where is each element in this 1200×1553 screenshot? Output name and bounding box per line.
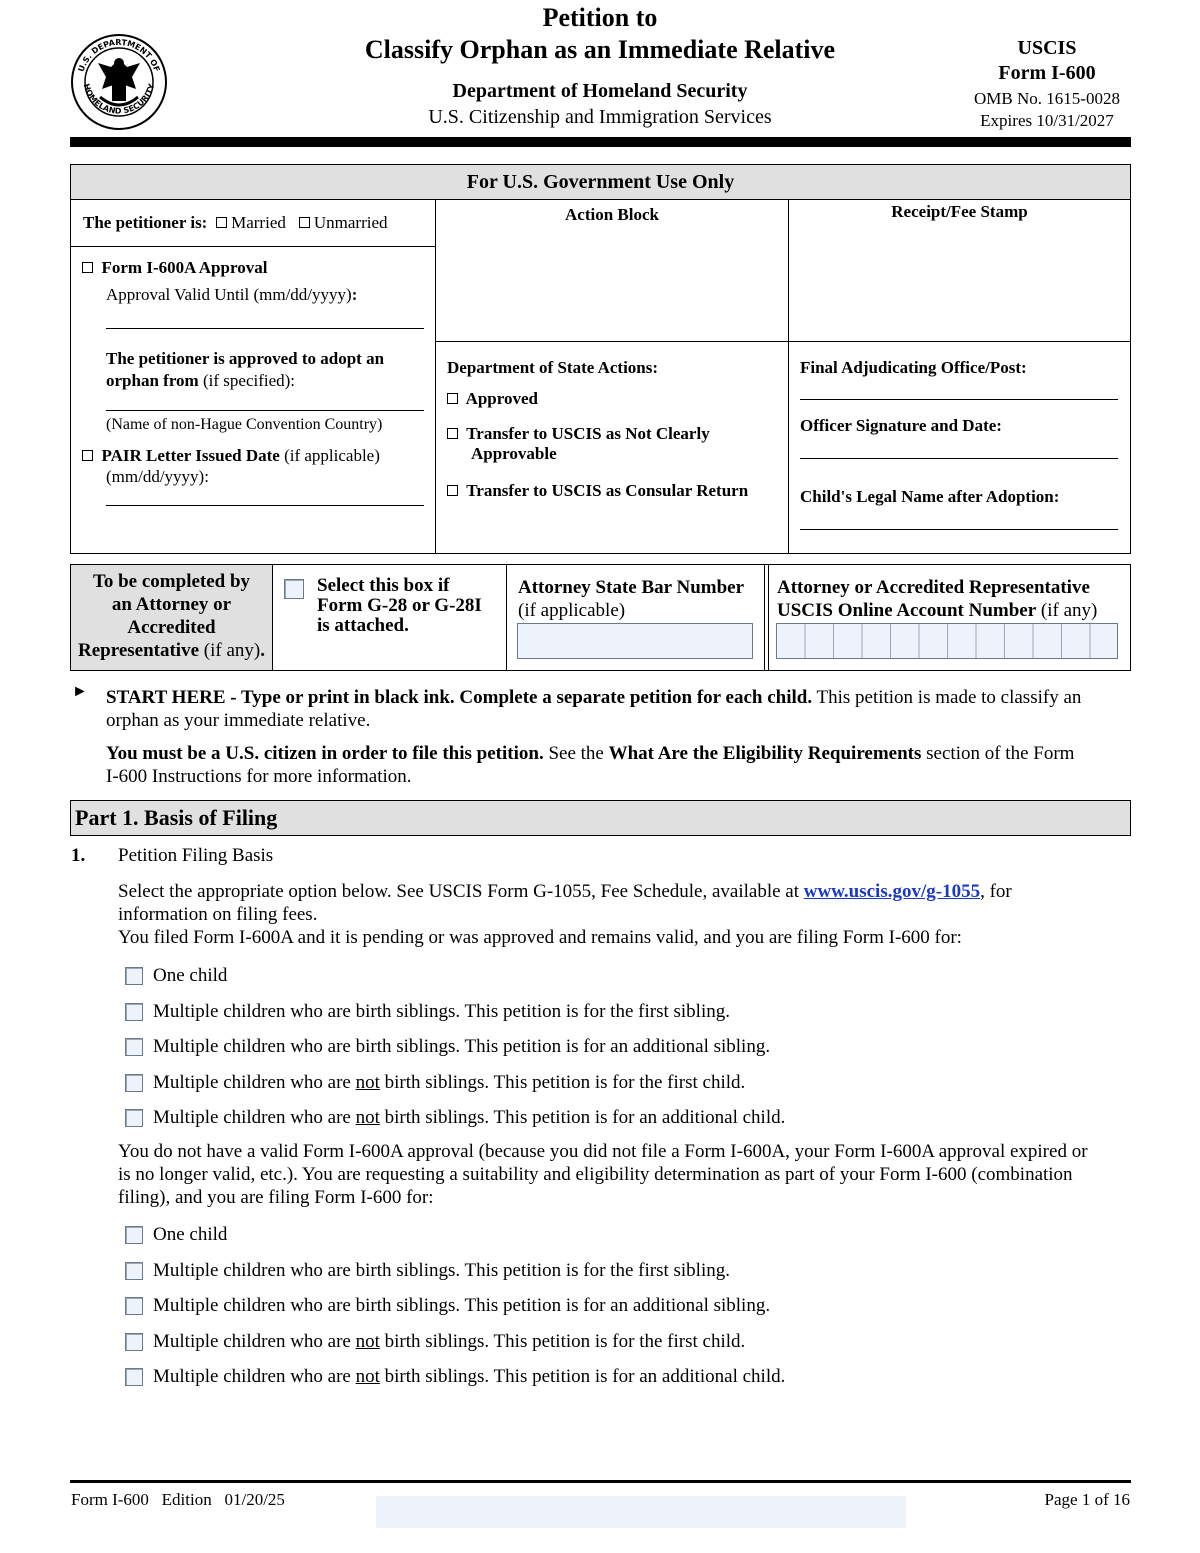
no-valid-line3: filing), and you are filing Form I-600 for:: [118, 1187, 434, 1208]
filed-i600a-text: You filed Form I-600A and it is pending or was approved and remains valid, and you are filing Form I-600 for:: [118, 927, 962, 948]
officer-signature-line[interactable]: [800, 458, 1118, 459]
married-checkbox[interactable]: [216, 217, 227, 228]
header-divider: [70, 137, 1131, 147]
pair-checkbox[interactable]: [82, 450, 93, 461]
start-here-text: [106, 686, 1136, 732]
bar-number-label-plain: (if applicable): [518, 600, 626, 621]
final-office-label: Final Adjudicating Office/Post:: [800, 358, 1027, 377]
agency-name: U.S. Citizenship and Immigration Services: [428, 106, 772, 128]
citizen-bold: You must be a U.S. citizen in order to file this petition.: [106, 743, 544, 764]
attorney-divider-3: [768, 565, 769, 670]
gov-divider-3: [71, 246, 435, 247]
combination-filing-option-3-label: [153, 1295, 770, 1317]
option-emphasis: not: [355, 1366, 380, 1387]
g28-select-text: [317, 576, 482, 636]
petition-filing-basis-label: Petition Filing Basis: [118, 845, 274, 866]
pair-label-plain: (if applicable): [279, 446, 380, 465]
combination-filing-option-4-label: [153, 1331, 745, 1353]
online-account-label-bold: USCIS Online Account Number: [777, 600, 1037, 621]
approval-valid-until-label: Approval Valid Until (mm/dd/yyyy): [106, 285, 352, 304]
form-title-line2: Classify Orphan as an Immediate Relative: [364, 35, 836, 64]
gov-divider-2: [788, 200, 789, 553]
start-here-plain-1: This petition is made to classify an: [812, 687, 1082, 708]
attorney-divider-1: [506, 565, 507, 670]
approved-checkbox[interactable]: [447, 393, 458, 404]
combination-filing-option-5-label: [153, 1366, 785, 1388]
combination-filing-option-1-checkbox[interactable]: [125, 1226, 143, 1244]
option-emphasis: not: [355, 1330, 380, 1352]
approved-to-adopt-plain: (if specified):: [198, 371, 296, 390]
petitioner-is-label: The petitioner is:: [83, 213, 208, 232]
approved-to-adopt-bold: The petitioner is approved to adopt an orphan from: [106, 349, 385, 390]
start-here-arrow-icon: ►: [72, 683, 88, 700]
government-use-heading: For U.S. Government Use Only: [71, 165, 1130, 200]
dhs-seal: [70, 33, 168, 131]
i600a-approval-row: [82, 258, 267, 278]
footer-form-edition: Form I-600 Edition 01/20/25: [71, 1490, 285, 1509]
option-text: birth siblings. This petition is for the first child.: [379, 1071, 746, 1093]
option-text: Multiple children who are birth siblings. This petition is for an additional sibling.: [153, 1036, 771, 1057]
pair-date-line[interactable]: [106, 505, 424, 506]
bar-number-input[interactable]: [517, 623, 753, 659]
dos-actions-label: Department of State Actions:: [447, 358, 659, 377]
part1-heading: Part 1. Basis of Filing: [70, 800, 1131, 836]
combination-filing-option-2-label: [153, 1260, 730, 1282]
transfer-consular-checkbox[interactable]: [447, 485, 458, 496]
citizen-plain-1: See the: [543, 743, 609, 764]
seal-bottom-text: HOMELAND SECURITY: [81, 82, 157, 116]
filing-basis-instructions: [118, 880, 1133, 949]
online-account-label-line1: Attorney or Accredited Representative: [777, 577, 1090, 598]
filed-i600a-option-2-checkbox[interactable]: [125, 1003, 143, 1021]
childs-legal-name-line[interactable]: [800, 529, 1118, 530]
no-valid-approval-text: [118, 1140, 1133, 1209]
approval-valid-until-colon: :: [351, 285, 358, 304]
citizen-bold-2: What Are the Eligibility Requirements: [608, 743, 922, 764]
completed-by-line4-bold: Representative: [78, 640, 200, 661]
option-text: birth siblings. This petition is for an additional child.: [379, 1366, 786, 1387]
online-account-input[interactable]: [776, 623, 1118, 659]
combination-filing-option-1-label: [153, 1224, 227, 1246]
option-text: Multiple children who are: [153, 1330, 356, 1352]
fee-schedule-link[interactable]: www.uscis.gov/g-1055: [803, 881, 981, 902]
option-text: birth siblings. This petition is for an additional child.: [379, 1107, 786, 1128]
citizen-requirement-text: [106, 742, 1136, 788]
footer-barcode-area: [376, 1496, 906, 1528]
attorney-completed-by: [71, 565, 273, 670]
pair-label-bold: PAIR Letter Issued Date: [101, 446, 280, 465]
g28-select-line1: Select this box if: [317, 575, 450, 596]
online-account-label: [777, 576, 1097, 622]
footer-page-number: Page 1 of 16: [1044, 1490, 1130, 1509]
approved-label: Approved: [465, 389, 538, 408]
option-text: One child: [153, 965, 228, 986]
expiration-date: Expires 10/31/2027: [980, 111, 1114, 130]
omb-number: OMB No. 1615-0028: [974, 89, 1120, 108]
seal-top-text: U.S. DEPARTMENT OF: [76, 37, 162, 74]
filed-i600a-option-1-checkbox[interactable]: [125, 967, 143, 985]
petitioner-status-row: [83, 213, 388, 233]
combination-filing-option-4-checkbox[interactable]: [125, 1333, 143, 1351]
country-line[interactable]: [106, 410, 424, 411]
g28-attached-checkbox[interactable]: [284, 579, 304, 599]
filed-i600a-option-3-checkbox[interactable]: [125, 1038, 143, 1056]
childs-legal-name-label: Child's Legal Name after Adoption:: [800, 487, 1060, 506]
gov-divider-1: [435, 200, 436, 553]
transfer-not-clearly-checkbox[interactable]: [447, 428, 458, 439]
receipt-fee-stamp-label: Receipt/Fee Stamp: [891, 202, 1028, 221]
no-valid-line2: is no longer valid, etc.). You are requesting a suitability and eligibility determination as part of your Form I-600 (combination: [118, 1164, 1073, 1185]
form-id: Form I-600: [998, 62, 1096, 84]
combination-filing-option-5-checkbox[interactable]: [125, 1368, 143, 1386]
option-text: Multiple children who are: [153, 1071, 356, 1093]
start-here-plain-2: orphan as your immediate relative.: [106, 710, 371, 731]
approved-to-adopt-text: [106, 348, 426, 392]
filed-i600a-option-4-label: [153, 1072, 745, 1094]
option-text: Multiple children who are: [153, 1366, 356, 1387]
transfer-not-clearly-row: [447, 424, 710, 444]
i600a-approval-checkbox[interactable]: [82, 262, 93, 273]
approved-row: [447, 389, 538, 409]
citizen-line2: I-600 Instructions for more information.: [106, 766, 412, 787]
completed-by-line1: To be completed by: [92, 571, 251, 592]
filed-i600a-option-4-checkbox[interactable]: [125, 1074, 143, 1092]
option-text: Multiple children who are birth siblings. This petition is for the first sibling.: [153, 1259, 730, 1281]
combination-filing-option-2-checkbox[interactable]: [125, 1262, 143, 1280]
action-block-label: Action Block: [565, 205, 659, 224]
option-text: Multiple children who are birth siblings. This petition is for an additional sibling.: [153, 1295, 771, 1316]
pair-format-label: (mm/dd/yyyy):: [106, 467, 209, 486]
approval-valid-until-row: [106, 285, 357, 305]
filed-i600a-option-3-label: [153, 1036, 770, 1058]
filed-i600a-option-2-label: [153, 1001, 730, 1023]
option-text: One child: [153, 1224, 228, 1245]
final-office-line[interactable]: [800, 399, 1118, 400]
officer-signature-label: Officer Signature and Date:: [800, 416, 1002, 435]
transfer-not-clearly-label-1: Transfer to USCIS as Not Clearly: [466, 424, 710, 443]
approval-valid-until-line[interactable]: [106, 328, 424, 329]
bar-number-label: [518, 576, 744, 622]
footer-divider: [70, 1480, 1131, 1483]
unmarried-label: Unmarried: [313, 213, 388, 232]
filed-i600a-option-5-checkbox[interactable]: [125, 1109, 143, 1127]
option-emphasis: not: [355, 1071, 380, 1093]
no-valid-line1: You do not have a valid Form I-600A approval (because you did not file a Form I-600A, your Form I-600A approval expired or: [118, 1141, 1088, 1162]
g28-select-line3: is attached.: [317, 615, 409, 636]
item-number-1: 1.: [71, 845, 86, 866]
select-text-2: , for: [980, 881, 1012, 902]
uscis-label: USCIS: [1017, 37, 1077, 59]
completed-by-line4-end: .: [260, 640, 265, 661]
option-text: birth siblings. This petition is for the first child.: [379, 1330, 746, 1352]
transfer-consular-row: [447, 481, 748, 501]
unmarried-checkbox[interactable]: [299, 217, 310, 228]
citizen-plain-2: section of the Form: [921, 743, 1075, 764]
start-here-bold: START HERE - Type or print in black ink. Complete a separate petition for each child.: [106, 687, 813, 708]
attorney-divider-2: [764, 565, 765, 670]
filed-i600a-option-5-label: [153, 1107, 785, 1129]
option-text: Multiple children who are birth siblings. This petition is for the first sibling.: [153, 1000, 730, 1022]
completed-by-line4-plain: (if any): [199, 640, 261, 661]
transfer-not-clearly-label-2: Approvable: [471, 444, 557, 463]
bar-number-label-bold: Attorney State Bar Number: [518, 577, 745, 598]
gov-divider-4: [436, 341, 1130, 342]
non-hague-label: (Name of non-Hague Convention Country): [106, 416, 383, 433]
online-account-label-plain: (if any): [1036, 600, 1098, 621]
combination-filing-option-3-checkbox[interactable]: [125, 1297, 143, 1315]
department-name: Department of Homeland Security: [452, 80, 748, 102]
g28-select-line2: Form G-28 or G-28I: [317, 595, 482, 616]
i600a-approval-label: Form I-600A Approval: [101, 258, 268, 277]
pair-row: [82, 446, 380, 466]
transfer-consular-label: Transfer to USCIS as Consular Return: [466, 481, 749, 500]
select-text-1: Select the appropriate option below. See USCIS Form G-1055, Fee Schedule, available at: [118, 881, 804, 902]
form-title-line1: Petition to: [542, 3, 658, 32]
completed-by-line3: Accredited: [127, 617, 216, 638]
married-label: Married: [231, 213, 286, 232]
option-text: Multiple children who are: [153, 1107, 356, 1128]
select-text-3: information on filing fees.: [118, 904, 318, 925]
filed-i600a-option-1-label: [153, 965, 227, 987]
option-emphasis: not: [355, 1107, 380, 1128]
completed-by-line2: an Attorney or: [111, 594, 232, 615]
